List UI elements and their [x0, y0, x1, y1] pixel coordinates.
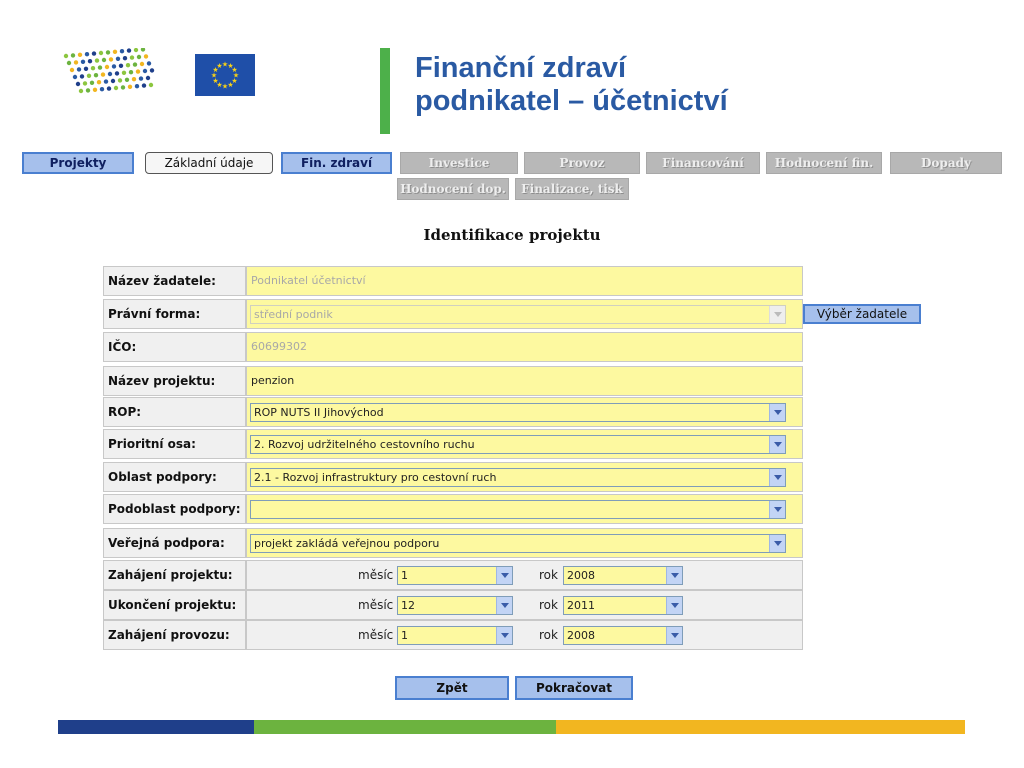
page-title	[415, 52, 728, 118]
operation-start-year-select[interactable]	[563, 626, 683, 645]
project-start-cell	[246, 560, 803, 590]
label-operation-start: Zahájení provozu:	[103, 620, 246, 650]
footer-band-blue	[58, 720, 254, 734]
project-start-month-select[interactable]	[397, 566, 513, 585]
operation-start-month-value: 1	[401, 629, 408, 642]
svg-text:★: ★	[210, 71, 218, 80]
rop-cell	[246, 397, 803, 427]
project-name-value: penzion	[251, 374, 295, 387]
priority-axis-select[interactable]	[250, 435, 786, 454]
legal-form-select	[250, 305, 786, 324]
label-priority-axis: Prioritní osa:	[103, 429, 246, 459]
chevron-down-icon[interactable]	[666, 627, 682, 644]
chevron-down-icon[interactable]	[666, 567, 682, 584]
chevron-down-icon[interactable]	[666, 597, 682, 614]
label-rop: ROP:	[103, 397, 246, 427]
year-label: rok	[539, 598, 558, 612]
project-name-input[interactable]	[246, 366, 803, 396]
project-end-cell	[246, 590, 803, 620]
footer-band-yellow	[556, 720, 965, 734]
tab-finalizace-tisk: Finalizace, tisk	[515, 178, 629, 200]
rop-value: ROP NUTS II Jihovýchod	[254, 406, 384, 419]
label-ico: IČO:	[103, 332, 246, 362]
section-title: Identifikace projektu	[423, 226, 601, 244]
operation-start-month-select[interactable]	[397, 626, 513, 645]
page-title-line-1: Finanční zdraví	[415, 52, 627, 84]
label-public-support: Veřejná podpora:	[103, 528, 246, 558]
applicant-name-value: Podnikatel účetnictví	[251, 274, 366, 287]
label-support-subarea: Podoblast podpory:	[103, 494, 246, 524]
chevron-down-icon[interactable]	[496, 627, 512, 644]
tab-hodnoceni-fin: Hodnocení fin.	[766, 152, 882, 174]
title-accent-bar	[380, 48, 390, 134]
svg-text:★: ★	[231, 66, 238, 74]
label-project-start: Zahájení projektu:	[103, 560, 246, 590]
svg-text:★: ★	[221, 82, 229, 91]
support-area-cell	[246, 462, 803, 492]
chevron-down-icon[interactable]	[496, 567, 512, 584]
chevron-down-icon[interactable]	[769, 404, 785, 421]
project-end-year-value: 2011	[567, 599, 595, 612]
label-project-end: Ukončení projektu:	[103, 590, 246, 620]
tab-hodnoceni-dop: Hodnocení dop.	[397, 178, 509, 200]
select-applicant-button[interactable]: Výběr žadatele	[803, 304, 921, 324]
regional-logo	[58, 48, 158, 100]
project-end-month-value: 12	[401, 599, 415, 612]
svg-text:★: ★	[227, 81, 234, 90]
page-title-line-2: podnikatel – účetnictví	[415, 85, 728, 117]
chevron-down-icon	[769, 306, 785, 323]
tab-fin-zdravi[interactable]: Fin. zdraví	[281, 152, 392, 174]
chevron-down-icon[interactable]	[769, 436, 785, 453]
legal-form-value: střední podnik	[254, 308, 333, 321]
ico-field	[246, 332, 803, 362]
svg-text:★: ★	[216, 61, 223, 70]
public-support-select[interactable]	[250, 534, 786, 553]
project-end-month-select[interactable]	[397, 596, 513, 615]
chevron-down-icon[interactable]	[769, 535, 785, 552]
rop-select[interactable]	[250, 403, 786, 422]
tab-investice: Investice	[400, 152, 518, 174]
month-label: měsíc	[358, 568, 394, 582]
chevron-down-icon[interactable]	[496, 597, 512, 614]
support-area-value: 2.1 - Rozvoj infrastruktury pro cestovní ruch	[254, 471, 497, 484]
operation-start-year-value: 2008	[567, 629, 595, 642]
svg-text:★: ★	[212, 77, 219, 85]
tab-financovani: Financování	[646, 152, 760, 174]
tab-provoz: Provoz	[524, 152, 640, 174]
support-subarea-cell	[246, 494, 803, 524]
back-button[interactable]: Zpět	[395, 676, 509, 700]
priority-axis-value: 2. Rozvoj udržitelného cestovního ruchu	[254, 438, 475, 451]
tab-projekty[interactable]: Projekty	[22, 152, 134, 174]
support-subarea-select[interactable]	[250, 500, 786, 519]
svg-text:★: ★	[227, 61, 234, 70]
year-label: rok	[539, 628, 558, 642]
svg-text:★: ★	[212, 66, 219, 74]
public-support-value: projekt zakládá veřejnou podporu	[254, 537, 440, 550]
eu-flag-icon	[195, 54, 255, 96]
chevron-down-icon[interactable]	[769, 469, 785, 486]
continue-button[interactable]: Pokračovat	[515, 676, 633, 700]
ico-value: 60699302	[251, 340, 307, 353]
month-label: měsíc	[358, 628, 394, 642]
label-project-name: Název projektu:	[103, 366, 246, 396]
label-support-area: Oblast podpory:	[103, 462, 246, 492]
project-start-month-value: 1	[401, 569, 408, 582]
project-end-year-select[interactable]	[563, 596, 683, 615]
operation-start-cell	[246, 620, 803, 650]
svg-text:★: ★	[231, 77, 238, 85]
tab-zakladni-udaje[interactable]: Základní údaje	[145, 152, 273, 174]
project-start-year-select[interactable]	[563, 566, 683, 585]
year-label: rok	[539, 568, 558, 582]
legal-form-cell	[246, 299, 803, 329]
applicant-name-field	[246, 266, 803, 296]
priority-axis-cell	[246, 429, 803, 459]
svg-text:★: ★	[232, 71, 240, 80]
chevron-down-icon[interactable]	[769, 501, 785, 518]
label-applicant-name: Název žadatele:	[103, 266, 246, 296]
svg-text:★: ★	[221, 60, 229, 69]
tab-dopady: Dopady	[890, 152, 1002, 174]
footer-band-green	[254, 720, 556, 734]
svg-text:★: ★	[216, 81, 223, 90]
label-legal-form: Právní forma:	[103, 299, 246, 329]
month-label: měsíc	[358, 598, 394, 612]
project-start-year-value: 2008	[567, 569, 595, 582]
public-support-cell	[246, 528, 803, 558]
support-area-select[interactable]	[250, 468, 786, 487]
